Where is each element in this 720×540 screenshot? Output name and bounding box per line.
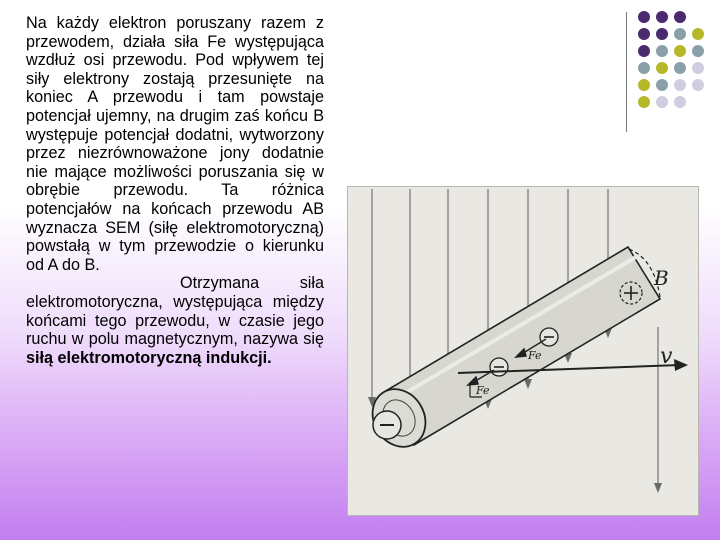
decorative-dot	[638, 45, 650, 57]
paragraph-1: Na każdy elektron poruszany razem z przewodem, działa siła Fe występująca wzdłuż osi przewodu. Pod wpływem tej siły elektrony zostają przesunięte na koniec A przewodu i tam powstaje potencjał ujemny, na drugim zaś końcu B występuje potencjał dodatni, wytworzony przez niezrównoważone jony dodatnie nie mające możliwości poruszania się w obrębie przewodu. Ta różnica potencjałów na końcach przewodu AB wyznacza SEM (siłę elektromotoryczną) powstałą w tym przewodzie o kierunku od A do B.	[26, 14, 324, 274]
induction-figure	[347, 186, 699, 516]
decorative-dot	[638, 28, 650, 40]
decorative-dot	[638, 79, 650, 91]
decorative-dot	[656, 96, 668, 108]
decorative-dot	[674, 62, 686, 74]
decorative-dot	[674, 11, 686, 23]
label-v: v	[660, 344, 673, 369]
decorative-dot	[692, 79, 704, 91]
label-fe: Fe	[476, 384, 490, 397]
decorative-dot	[638, 62, 650, 74]
conductor-rod	[362, 247, 660, 457]
paragraph-2-text: Otrzymana siła elektromotoryczna, występująca między końcami tego przewodu, w czasie jego ruchu w polu magnetycznym, nazywa się	[26, 274, 324, 349]
label-b: B	[654, 266, 669, 290]
decorative-dot	[638, 11, 650, 23]
induction-figure-drawing	[348, 187, 698, 515]
label-fe: Fe	[528, 349, 542, 362]
decorative-dot	[656, 45, 668, 57]
decorative-dot	[674, 96, 686, 108]
decorative-dot	[656, 79, 668, 91]
decorative-dot	[656, 28, 668, 40]
slide-text	[26, 14, 324, 367]
decorative-dot	[674, 79, 686, 91]
decorative-dot	[656, 11, 668, 23]
decorative-dot	[692, 62, 704, 74]
paragraph-2-bold: siłą elektromotoryczną indukcji.	[26, 348, 272, 367]
decorative-dot	[692, 45, 704, 57]
decorative-dot	[656, 62, 668, 74]
paragraph-2	[26, 274, 324, 367]
decorative-dot	[638, 96, 650, 108]
decorative-divider	[626, 12, 627, 132]
decorative-dot	[674, 45, 686, 57]
decorative-dot	[692, 28, 704, 40]
decorative-dot	[674, 28, 686, 40]
